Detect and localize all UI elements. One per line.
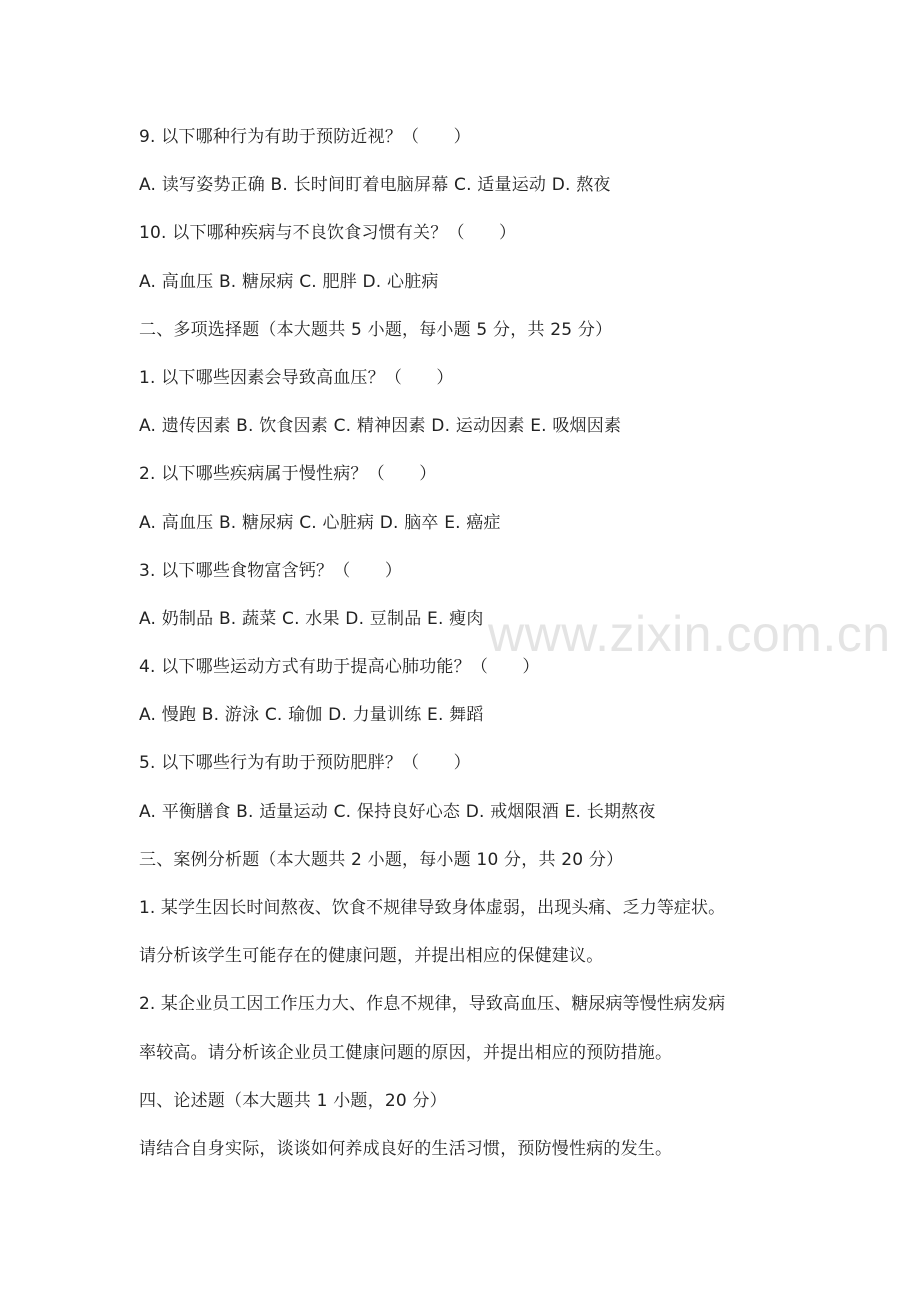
essay-question: 请结合自身实际，谈谈如何养成良好的生活习惯，预防慢性病的发生。 [139,1138,673,1159]
case-2-line-1: 2. 某企业员工因工作压力大、作息不规律，导致高血压、糖尿病等慢性病发病 [139,994,726,1015]
mc-question-5: 5. 以下哪些行为有助于预防肥胖？（ ） [139,753,471,774]
question-9: 9. 以下哪种行为有助于预防近视？（ ） [139,127,471,147]
mc-question-4-options: A. 慢跑 B. 游泳 C. 瑜伽 D. 力量训练 E. 舞蹈 [139,705,484,726]
question-9-options: A. 读写姿势正确 B. 长时间盯着电脑屏幕 C. 适量运动 D. 熬夜 [139,175,611,196]
mc-question-5-options: A. 平衡膳食 B. 适量运动 C. 保持良好心态 D. 戒烟限酒 E. 长期熬夜 [139,801,656,822]
mc-question-3: 3. 以下哪些食物富含钙？（ ） [139,560,403,581]
watermark-text: www.zixin.com.cn [488,606,891,662]
section-heading-case-analysis: 三、案例分析题（本大题共 2 小题，每小题 10 分，共 20 分） [139,849,624,870]
section-heading-essay: 四、论述题（本大题共 1 小题，20 分） [139,1090,447,1111]
case-1-line-1: 1. 某学生因长时间熬夜、饮食不规律导致身体虚弱，出现头痛、乏力等症状。 [139,898,726,918]
mc-question-2: 2. 以下哪些疾病属于慢性病？（ ） [139,464,437,485]
mc-question-3-options: A. 奶制品 B. 蔬菜 C. 水果 D. 豆制品 E. 瘦肉 [139,608,484,629]
mc-question-1-options: A. 遗传因素 B. 饮食因素 C. 精神因素 D. 运动因素 E. 吸烟因素 [139,416,622,437]
mc-question-2-options: A. 高血压 B. 糖尿病 C. 心脏病 D. 脑卒 E. 癌症 [139,512,501,533]
mc-question-1: 1. 以下哪些因素会导致高血压？（ ） [139,367,454,388]
case-2-line-2: 率较高。请分析该企业员工健康问题的原因，并提出相应的预防措施。 [139,1042,673,1063]
question-10: 10. 以下哪种疾病与不良饮食习惯有关？（ ） [139,223,517,244]
question-10-options: A. 高血压 B. 糖尿病 C. 肥胖 D. 心脏病 [139,271,439,292]
case-1-line-2: 请分析该学生可能存在的健康问题，并提出相应的保健建议。 [139,946,604,967]
mc-question-4: 4. 以下哪些运动方式有助于提高心肺功能？（ ） [139,657,540,678]
section-heading-multiple-choice: 二、多项选择题（本大题共 5 小题，每小题 5 分，共 25 分） [139,319,613,340]
